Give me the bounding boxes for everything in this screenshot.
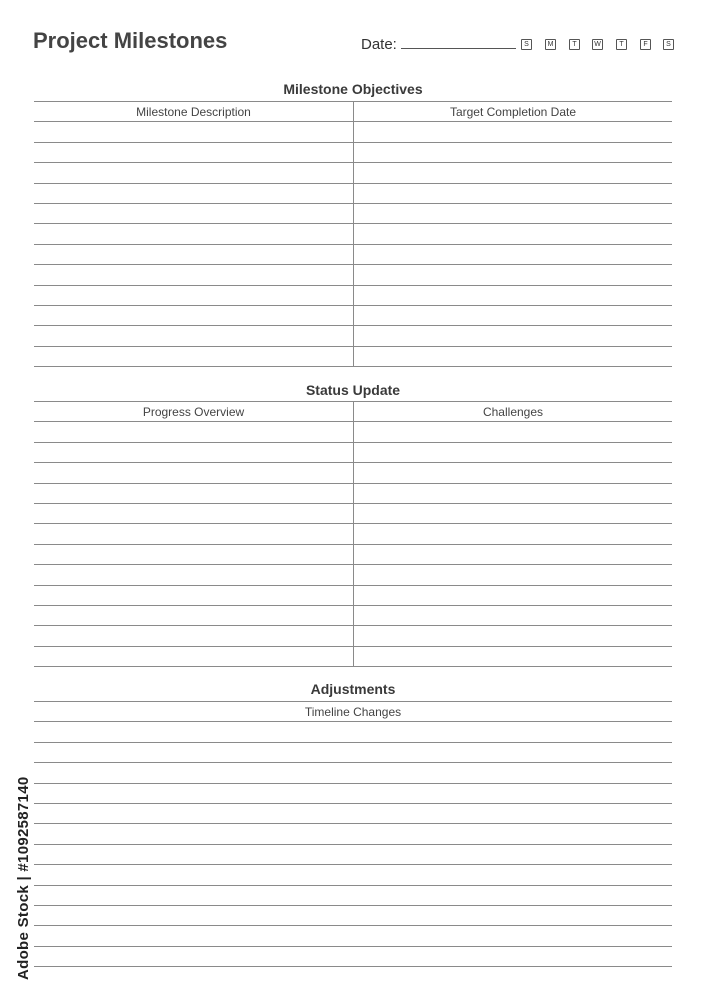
section-title-status: Status Update (305, 382, 401, 398)
column-header-description: Milestone Description (136, 105, 251, 119)
column-header-progress: Progress Overview (142, 405, 245, 419)
day-checkbox-tuesday[interactable]: T (569, 39, 580, 50)
section-title-adjustments: Adjustments (310, 681, 396, 697)
writing-line[interactable] (34, 742, 672, 743)
writing-line[interactable] (34, 946, 672, 947)
writing-line[interactable] (34, 905, 672, 906)
stock-watermark-label (13, 755, 35, 980)
writing-line[interactable] (34, 666, 672, 667)
day-checkbox-friday[interactable]: F (640, 39, 651, 50)
writing-line[interactable] (34, 783, 672, 784)
stock-id-text: Adobe Stock | #1092587140 (15, 776, 32, 980)
writing-line[interactable] (34, 803, 672, 804)
writing-line[interactable] (34, 925, 672, 926)
writing-line[interactable] (34, 885, 672, 886)
day-checkbox-sunday[interactable]: S (521, 39, 532, 50)
day-checkbox-monday[interactable]: M (545, 39, 556, 50)
section-title-objectives: Milestone Objectives (283, 81, 423, 97)
writing-line[interactable] (34, 823, 672, 824)
day-checkbox-thursday[interactable]: T (616, 39, 627, 50)
day-checkbox-wednesday[interactable]: W (592, 39, 603, 50)
page-title: Project Milestones (33, 28, 228, 53)
day-checkbox-saturday[interactable]: S (663, 39, 674, 50)
column-header-timeline: Timeline Changes (304, 705, 402, 719)
column-header-challenges: Challenges (482, 405, 544, 419)
date-label: Date: (361, 36, 397, 53)
column-divider (353, 401, 354, 666)
writing-line[interactable] (34, 366, 672, 367)
column-divider (353, 101, 354, 366)
date-line[interactable] (401, 48, 516, 49)
writing-line[interactable] (34, 966, 672, 967)
writing-line[interactable] (34, 864, 672, 865)
writing-line[interactable] (34, 762, 672, 763)
writing-line[interactable] (34, 844, 672, 845)
column-header-target-date: Target Completion Date (449, 105, 577, 119)
writing-line[interactable] (34, 721, 672, 722)
weekday-checkboxes (521, 39, 675, 50)
section-top-rule (34, 701, 672, 702)
